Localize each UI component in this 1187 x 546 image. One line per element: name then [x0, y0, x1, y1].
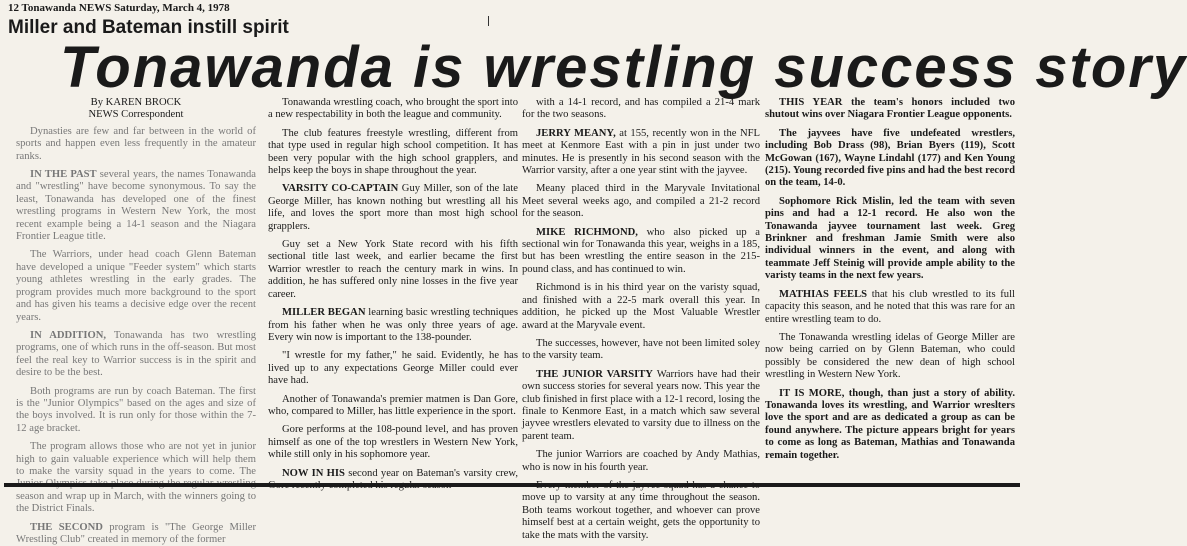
paragraph-lead-in: IN ADDITION, — [30, 329, 107, 341]
paragraph-text: move up to varsity at any time throughout the season. Both teams workout together, and whoever can prove himself best at a certain weight, gets the opportunity to take the mats with the varsity. — [522, 492, 760, 541]
paragraph-lead-in: MIKE RICHMOND, — [536, 226, 638, 238]
article-paragraph — [522, 480, 760, 542]
paragraph-text: The program allows those who are not yet in junior high to gain valuable experience which will help them to make the varsity squad in the years to come. The season and wrap up in March, with the winners going to the District Finals. — [16, 441, 256, 515]
paragraph-text: that his club wrestled to its full capacity this season, and he noted that this was rare for an entire wrestling team to do. — [765, 288, 1015, 325]
paragraph-text: The club features freestyle wrestling, different from that type used in regular high school competition. It has been very popular with the high school grapplers, and helps keep the boys in shape throughout the year. — [268, 127, 518, 177]
paragraph-text: the team's honors included two shutout wins over Niagara Frontier League opponents. — [765, 97, 1016, 121]
paragraph-lead-in: THE SECOND — [30, 521, 103, 533]
article-paragraph — [522, 449, 760, 474]
paragraph-text: at 155, recently won in the NFL meet at Kenmore East with a pin in just under two minutes. He is presently in his second season with the Warrior varsity, after a one year stint with the jayvee. — [522, 127, 761, 177]
article-paragraph — [268, 239, 518, 301]
paragraph-text: "I wrestle for my father," he said. Evidently, he has lived up to any expectations George Miller could ever have had. — [268, 350, 518, 387]
article-paragraph — [268, 183, 518, 233]
article-paragraph — [522, 338, 760, 363]
paragraph-text: learning basic wrestling techniques from his father when he was only three years of age. Every win now is important to the 138-pounder. — [268, 307, 518, 343]
paragraph-text: The jayvees have five undefeated wrestlers, including Bob Drass (98), Brian Byers (119), Scott McGowan (167), Wayne Lindahl (177) and Ken Young (215). Young recorded five pins and had the best record on the team, 14-0. — [765, 127, 1015, 189]
article-paragraph — [522, 282, 760, 332]
article-paragraph — [765, 196, 1015, 283]
article-paragraph — [268, 468, 518, 493]
paragraph-lead-in: JERRY MEANY, — [536, 127, 616, 139]
paragraph-lead-in: IN THE PAST — [30, 169, 97, 181]
article-paragraph — [522, 97, 760, 122]
column-1 — [16, 97, 256, 545]
article-paragraph — [16, 386, 256, 436]
column-4 — [765, 97, 1015, 481]
article-paragraph — [16, 249, 256, 323]
article-paragraph — [765, 97, 1015, 122]
paragraph-text: with a 14-1 record, and has compiled a 21-4 mark for the two seasons. — [522, 97, 760, 121]
paragraph-text: The successes, however, have not been limited soley to the varsity team. — [522, 337, 760, 362]
paragraph-text: who also picked up a sectional win for Tonawanda this year, weighs in a 185, but has been wrestling the entire season in the 215-pound class, and has continued to win. — [522, 226, 760, 275]
article-paragraph — [268, 424, 518, 461]
article-paragraph — [765, 128, 1015, 190]
byline-author: By KAREN BROCK — [90, 97, 182, 108]
article-paragraph — [765, 388, 1015, 462]
paragraph-text: program is "The George Miller Wrestling Club" created in memory of the former — [16, 521, 256, 545]
paragraph-text: Guy Miller, son of the late George Miller, has known nothing but wrestling all his life, and loves the sport more than most high school grapplers. — [268, 183, 518, 232]
paragraph-lead-in: VARSITY CO-CAPTAIN — [282, 183, 399, 195]
paragraph-text: Dynasties are few and far between in the world of sports and happen even less frequently in the amateur ranks. — [16, 125, 256, 162]
paragraph-text: Sophomore Rick Mislin, led the team with seven pins and had a 12-1 record. He also won the Tonawanda jayvee tournament last week. Greg Brinkner and freshman Jamie Smith were also individual winners in the event, and along with teammate Jeff Steinig will provide ample ability to the varisty teams in the next few years. — [765, 195, 1015, 282]
paragraph-text: Richmond is in his third year on the varisty squad, and finished with a 22-5 mark overall this year. In addition, he picked up the Most Valuable Wrestler award at the Maryvale event. — [522, 282, 760, 331]
paragraph-text: second year on Bateman's varsity crew, — [348, 467, 518, 479]
article-paragraph — [765, 289, 1015, 326]
article-paragraph — [522, 183, 760, 220]
paragraph-text: The junior Warriors are coached by Andy Mathias, who is now in his fourth year. — [522, 449, 760, 473]
column-3 — [522, 97, 761, 541]
main-headline: Tonawanda is wrestling success story — [60, 35, 1187, 100]
article-paragraph — [268, 394, 518, 419]
paragraph-text: Warriors have had their own success stories for several years now. This year the club finished in first place with a 12-1 record, losing the finale to Kenmore East, in a match which saw several jayvee wrestlers elevated to varsity due to illness on the parent team. — [522, 368, 761, 442]
paragraph-lead-in: THIS YEAR — [779, 97, 843, 108]
paragraph-lead-in: THE JUNIOR VARSITY — [536, 368, 653, 380]
paragraph-text: Both programs are run by coach Bateman. The first is the "Junior Olympics" based on the ages and size of the boys involved. It is run only for those within the 7-12 age bracket. — [16, 385, 256, 434]
paragraph-lead-in: MILLER BEGAN — [282, 307, 366, 319]
paragraph-lead-in: NOW IN HIS — [282, 467, 345, 479]
page-bottom-rule — [4, 483, 1020, 487]
paragraph-text: Guy set a New York State record with his fifth sectional title last week, and earlier became the first Warrior wrestler to reach the century mark in wins. In addition, he has suffered only nine losses in the five year career. — [268, 239, 518, 300]
paragraph-lead-in: MATHIAS FEELS — [779, 288, 868, 300]
column-2 — [268, 97, 518, 481]
paragraph-text: though, than just a story of ability. Tonawanda loves its wrestling, and Warrior wreslters love the sport and are as dedicated a group as can be found anywhere. The picture appears bright for years to come as long as Bateman, Mathias and Tonawanda remain together. — [765, 387, 1015, 461]
article-paragraph — [522, 128, 760, 178]
paragraph-lead-in: IT IS MORE, — [779, 387, 845, 399]
article-paragraph — [268, 350, 518, 387]
paragraph-text: Gore performs at the 108-pound level, and has proven himself as one of the top wrestlers in Western New York, while still only in his sophomore year. — [268, 424, 518, 461]
article-paragraph — [522, 369, 760, 443]
article-paragraph — [16, 169, 256, 243]
article-paragraph — [268, 128, 518, 178]
article-paragraph — [765, 332, 1015, 382]
crease-mark — [488, 16, 489, 26]
article-paragraph — [16, 441, 256, 515]
article-body — [0, 97, 1024, 545]
article-paragraph — [16, 522, 256, 546]
paragraph-text: Tonawanda wrestling coach, who brought the sport into a new respectability in both the league and community. — [268, 97, 518, 121]
paragraph-text: several years, the names Tonawanda and "wrestling" have become synonymous. To say the least, Tonawanda has developed one of the finest wrestling programs in Western New York, the most recent example being a 14-1 season and the Niagara Frontier League title. — [16, 169, 256, 243]
byline-role: NEWS Correspondent — [88, 109, 184, 121]
page-folio: 12 Tonawanda NEWS Saturday, March 4, 1978 — [8, 2, 230, 14]
paragraph-text: Tonawanda has two wrestling programs, one of which runs in the off-season. But most feel the real key to Warrior success is in the spirit and desire to be the best. — [16, 329, 256, 379]
article-paragraph — [16, 330, 256, 380]
article-paragraph — [268, 97, 518, 122]
paragraph-text: The Tonawanda wrestling idelas of George Miller are now being carried on by Glenn Bateman, who could possibly be considered the new dean of high school wrestling in Western New York. — [765, 331, 1015, 381]
article-paragraph — [522, 227, 760, 277]
paragraph-text: The Warriors, under head coach Glenn Bateman have developed a unique "Feeder system" which starts young athletes wrestling in the early grades. The program provides much more background to the sport and has given his teams a decisive edge over the recent years. — [16, 249, 256, 323]
article-paragraph — [268, 307, 518, 344]
kicker-headline: Miller and Bateman instill spirit — [8, 17, 289, 38]
paragraph-text: Meany placed third in the Maryvale Invitational Meet several weeks ago, and compiled a 21-2 record for the season. — [522, 183, 760, 220]
article-paragraph — [16, 126, 256, 163]
paragraph-text: Another of Tonawanda's premier matmen is Dan Gore, who, compared to Miller, has little experience in the sport. — [268, 393, 518, 417]
